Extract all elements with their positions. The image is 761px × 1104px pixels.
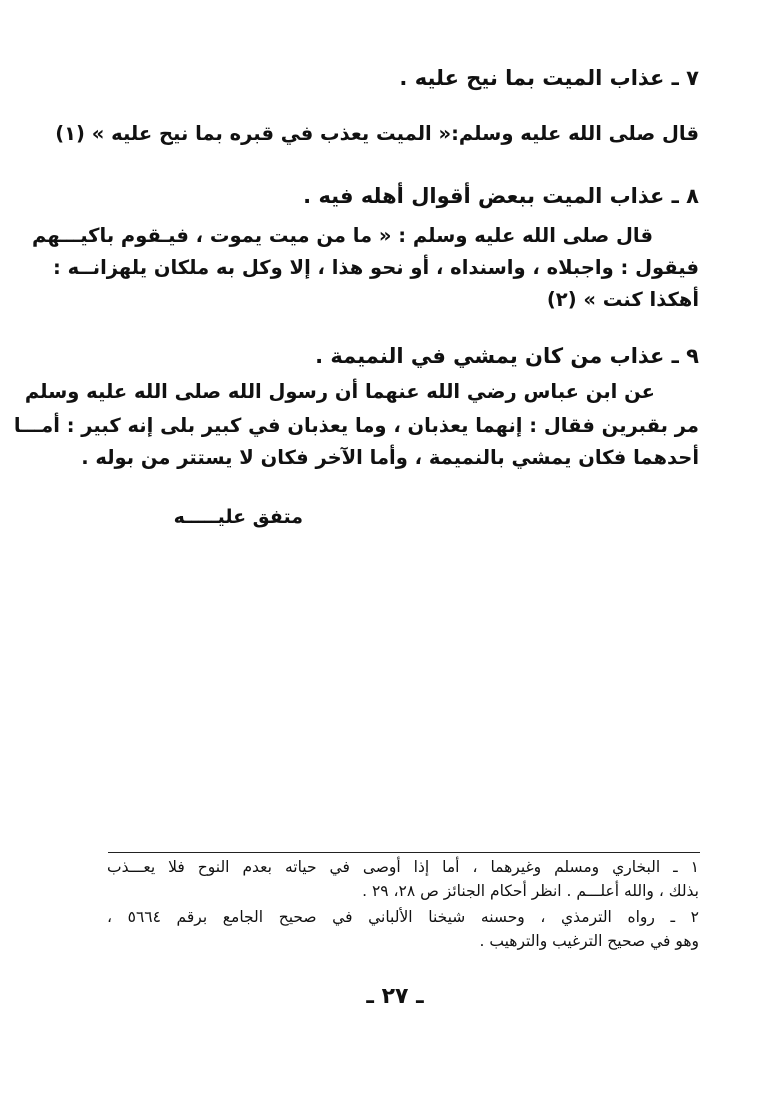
section-9-hadith-line-3: أحدهما فكان يمشي بالنميمة ، وأما الآخر فكان لا يستتر من بوله . (81, 446, 699, 469)
section-7-heading: ٧ ـ عذاب الميت بما نيح عليه . (399, 66, 699, 90)
section-8-hadith-line-3: أهكذا كنت » (٢) (546, 288, 699, 311)
section-9-heading: ٩ ـ عذاب من كان يمشي في النميمة . (315, 344, 699, 368)
section-8-hadith-line-1: قال صلى الله عليه وسلم : « ما من ميت يموت ، فيـقوم باكيـــهم (32, 224, 653, 247)
section-9-hadith-line-2: مر بقبرين فقال : إنهما يعذبان ، وما يعذبان في كبير بلى إنه كبير : أمـــا (13, 414, 699, 437)
footnote-divider (108, 852, 700, 853)
section-7-hadith-line-1: قال صلى الله عليه وسلم:« الميت يعذب في قبره بما نيح عليه » (١) (55, 122, 699, 145)
footnote-2-line-1: ٢ ـ رواه الترمذي ، وحسنه شيخنا الألباني في صحيح الجامع برقم ٥٦٦٤ ، (107, 908, 699, 926)
footnote-2-line-2: وهو في صحيح الترغيب والترهيب . (479, 932, 699, 950)
section-8-heading: ٨ ـ عذاب الميت ببعض أقوال أهله فيه . (303, 184, 699, 208)
footnote-1-line-1: ١ ـ البخاري ومسلم وغيرهما ، أما إذا أوصى في حياته بعدم النوح فلا يعـــذب (107, 858, 699, 876)
hadith-attribution: متفق عليـــــه (173, 506, 303, 528)
page-number: ـ ٢٧ ـ (366, 984, 424, 1009)
section-8-hadith-line-2: فيقول : واجبلاه ، واسنداه ، أو نحو هذا ، إلا وكل به ملكان يلهزانــه : (53, 256, 699, 279)
footnote-1-line-2: بذلك ، والله أعلـــم . انظر أحكام الجنائز ص ٢٨، ٢٩ . (362, 882, 699, 900)
section-9-hadith-line-1: عن ابن عباس رضي الله عنهما أن رسول الله صلى الله عليه وسلم (24, 380, 655, 403)
